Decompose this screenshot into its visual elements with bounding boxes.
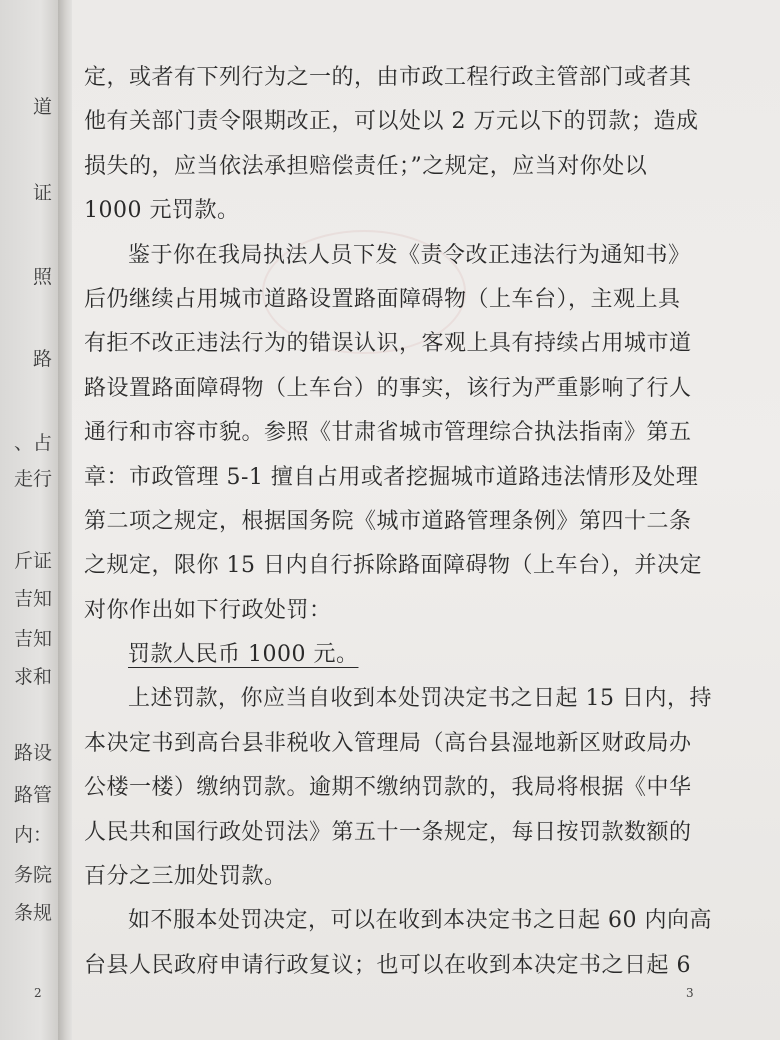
text-line: 百分之三加处罚款。 <box>84 864 287 890</box>
left-fragment: 吉知 <box>13 628 52 650</box>
left-fragment: 务院 <box>13 864 52 886</box>
left-fragment: 路设 <box>13 742 52 764</box>
left-fragment: 路 <box>32 348 52 370</box>
right-page-number: 3 <box>686 986 694 1000</box>
left-fragment: 照 <box>32 266 52 288</box>
fine-amount-line <box>84 633 724 677</box>
left-fragment: 走行 <box>13 468 52 490</box>
text-line: 路设置路面障碍物（上车台）的事实，该行为严重影响了行人 <box>84 375 692 401</box>
text-line: 1000 元罚款。 <box>84 198 240 224</box>
left-fragment: 道 <box>32 96 52 118</box>
left-fragment: 、占 <box>13 432 52 454</box>
text-line: 之规定，限你 15 日内自行拆除路面障碍物（上车台），并决定 <box>84 553 702 579</box>
text-line: 后仍继续占用城市道路设置路面障碍物（上车台），主观上具 <box>84 286 681 312</box>
text-line: 章：市政管理 5-1 擅自占用或者挖掘城市道路违法情形及处理 <box>84 464 699 490</box>
text-line: 有拒不改正违法行为的错误认识，客观上具有持续占用城市道 <box>84 331 692 357</box>
left-fragment: 内： <box>13 824 52 846</box>
text-line: 本决定书到高台县非税收入管理局（高台县湿地新区财政局办 <box>84 730 692 756</box>
text-line: 公楼一楼）缴纳罚款。逾期不缴纳罚款的，我局将根据《中华 <box>84 775 692 801</box>
left-fragment: 条规 <box>13 902 52 924</box>
text-line: 鉴于你在我局执法人员下发《责令改正违法行为通知书》 <box>128 242 691 268</box>
left-page-edge <box>0 0 58 1040</box>
text-line: 对你作出如下行政处罚： <box>84 597 332 623</box>
left-fragment: 求和 <box>13 666 52 688</box>
text-line: 损失的，应当依法承担赔偿责任；”之规定，应当对你处以 <box>84 153 648 179</box>
text-line: 如不服本处罚决定，可以在收到本决定书之日起 60 内向高 <box>128 908 712 934</box>
left-fragment: 路管 <box>13 784 52 806</box>
text-line: 上述罚款，你应当自收到本处罚决定书之日起 15 日内，持 <box>128 686 712 712</box>
text-line: 人民共和国行政处罚法》第五十一条规定，每日按罚款数额的 <box>84 819 692 845</box>
right-page <box>72 0 780 1040</box>
text-line: 台县人民政府申请行政复议；也可以在收到本决定书之日起 6 <box>84 952 691 978</box>
left-fragment: 吉知 <box>13 588 52 610</box>
text-line: 他有关部门责令限期改正，可以处以 2 万元以下的罚款；造成 <box>84 109 699 135</box>
text-line: 通行和市容市貌。参照《甘肃省城市管理综合执法指南》第五 <box>84 420 692 446</box>
left-fragment: 斤证 <box>13 550 52 572</box>
left-page-number: 2 <box>34 986 42 1000</box>
decision-body-text <box>84 56 724 988</box>
book-spine <box>58 0 72 1040</box>
text-line: 定，或者有下列行为之一的，由市政工程行政主管部门或者其 <box>84 65 692 90</box>
text-line: 第二项之规定，根据国务院《城市道路管理条例》第四十二条 <box>84 508 692 534</box>
left-fragment: 证 <box>32 182 52 204</box>
fine-amount: 罚款人民币 1000 元。 <box>128 642 359 668</box>
